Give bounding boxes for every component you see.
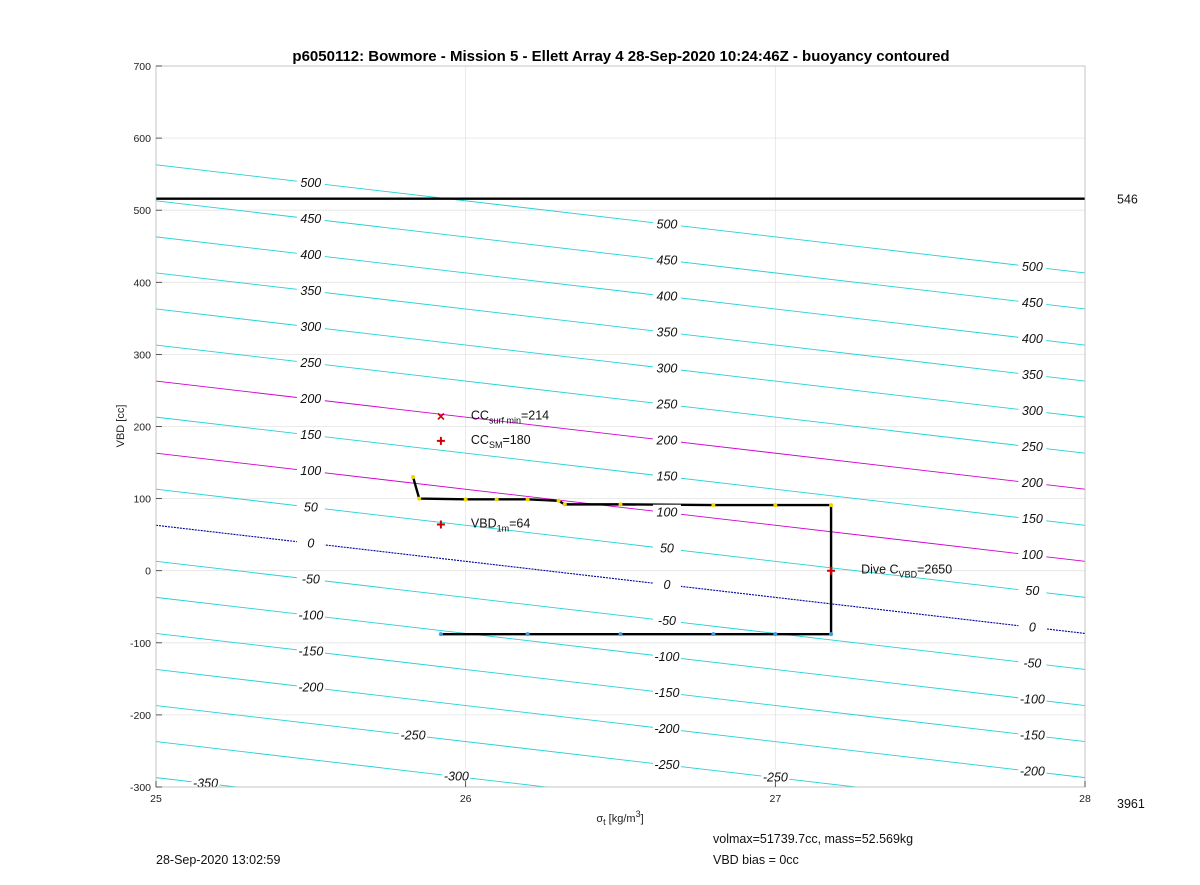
- contour-label: -300: [443, 769, 469, 784]
- contour-line: [156, 417, 1085, 525]
- y-tick-label: 600: [133, 133, 151, 146]
- point-annotation-value: =180: [502, 432, 531, 447]
- point-annotation: [471, 433, 531, 450]
- contour-label: -100: [1019, 692, 1045, 707]
- marker-plus: [437, 437, 445, 445]
- contour-line: [156, 597, 1085, 705]
- y-tick-label: -100: [129, 637, 151, 650]
- marker-group: [437, 408, 952, 579]
- contour-line: [156, 453, 1085, 561]
- point-annotation-main: CC: [470, 408, 489, 423]
- contour-label: -50: [301, 572, 320, 587]
- point-annotation: [471, 517, 530, 534]
- y-tick-label: 300: [133, 349, 151, 362]
- contour-labels: [192, 175, 1047, 791]
- contour-label: -100: [654, 649, 680, 664]
- contour-label: 400: [300, 247, 322, 262]
- contour-line: [156, 561, 1085, 669]
- contour-label: 350: [1021, 367, 1043, 382]
- contour-label: 400: [1021, 331, 1043, 346]
- x-tick-label: 28: [1079, 793, 1091, 805]
- contour-label: 150: [1021, 512, 1043, 527]
- contour-label: 150: [656, 469, 678, 484]
- point-annotation-sub: SM: [488, 439, 503, 450]
- contour-label: 50: [303, 500, 318, 515]
- y-tick-label: 700: [133, 61, 151, 73]
- corner-label: 3961: [1117, 797, 1145, 811]
- contour-line: [156, 273, 1085, 381]
- x-tick-label: 27: [769, 793, 782, 805]
- contour-label: 50: [659, 541, 674, 556]
- contour-line: [156, 778, 1085, 885]
- x-axis-label-main: σ: [596, 813, 604, 825]
- contour-line: [156, 669, 1085, 777]
- contour-line: [156, 381, 1085, 489]
- contour-label: -200: [654, 721, 680, 736]
- dive-trace-group: [411, 475, 833, 636]
- contour-label: 0: [307, 536, 315, 551]
- y-tick-label: 200: [133, 421, 151, 434]
- dive-trace-point: [526, 632, 530, 636]
- point-annotation-value: =2650: [917, 562, 953, 577]
- contour-label: 100: [656, 505, 678, 520]
- contour-line: [156, 742, 1085, 850]
- vbd-limit-label: 546: [1117, 192, 1138, 207]
- dive-trace-point: [711, 503, 715, 507]
- point-annotation-main: VBD: [470, 516, 497, 531]
- contour-label: 250: [656, 397, 678, 412]
- y-tick-label: 500: [133, 205, 151, 218]
- dive-trace-point: [619, 632, 623, 636]
- contour-label: 450: [300, 211, 322, 226]
- dive-trace-point: [563, 502, 567, 506]
- x-tick-label: 26: [459, 793, 472, 805]
- footer-volmax: volmax=51739.7cc, mass=52.569kg: [713, 832, 914, 846]
- contour-label: -200: [298, 680, 324, 695]
- contour-label: -50: [657, 613, 676, 628]
- contour-label: 200: [300, 392, 322, 407]
- y-axis-label: VBD [cc]: [115, 404, 127, 448]
- y-tick-label: 0: [145, 565, 151, 578]
- contour-label: 300: [300, 320, 322, 335]
- contour-label: -250: [654, 758, 680, 773]
- contour-lines: [156, 165, 1085, 885]
- dive-trace-point: [773, 503, 777, 507]
- contour-line: [156, 706, 1085, 814]
- contour-line: [156, 165, 1085, 273]
- point-annotation-value: =214: [520, 408, 550, 423]
- y-tick-label: 400: [133, 277, 151, 290]
- dive-trace-line: [413, 477, 831, 634]
- x-axis-label-close: ]: [640, 813, 644, 825]
- dive-trace-point: [439, 632, 443, 636]
- point-annotation: [861, 563, 952, 580]
- chart-title: p6050112: Bowmore - Mission 5 - Ellett Array 4 28-Sep-2020 10:24:46Z - buoyancy contoured: [292, 48, 950, 65]
- contour-label: 100: [1021, 548, 1043, 563]
- point-annotation: [471, 408, 549, 425]
- contour-label: 300: [656, 361, 678, 376]
- contour-line: [156, 345, 1085, 453]
- y-tick-label: -200: [129, 709, 151, 722]
- contour-label: -150: [1019, 728, 1045, 743]
- dive-trace-point: [526, 497, 530, 501]
- grid: [156, 66, 1085, 787]
- dive-trace-point: [495, 497, 499, 501]
- footer-vbd-bias: VBD bias = 0cc: [713, 853, 799, 867]
- vbd-limit-group: [156, 193, 1138, 207]
- contour-label: -250: [400, 728, 426, 743]
- contour-line: [156, 237, 1085, 345]
- contour-label: 450: [656, 253, 678, 268]
- contour-label: 100: [300, 464, 322, 479]
- contour-label: 200: [656, 433, 678, 448]
- footer-timestamp: 28-Sep-2020 13:02:59: [156, 853, 281, 867]
- x-tick-label: 25: [150, 793, 162, 805]
- dive-trace-point: [557, 499, 561, 503]
- point-annotation-main: Dive C: [861, 562, 899, 577]
- dive-trace-point: [464, 497, 468, 501]
- contour-label: -250: [762, 770, 788, 785]
- contour-label: 350: [656, 325, 678, 340]
- contour-label: -100: [298, 608, 324, 623]
- contour-label: 250: [300, 356, 322, 371]
- contour-label: -200: [1019, 764, 1045, 779]
- contour-label: 500: [300, 175, 322, 190]
- contour-label: 450: [1021, 295, 1043, 310]
- contour-label: -150: [654, 685, 680, 700]
- contour-label: 300: [1021, 403, 1043, 418]
- contour-label: -150: [298, 644, 324, 659]
- dive-trace-point: [417, 497, 421, 501]
- dive-trace-point: [411, 475, 415, 479]
- point-annotation-value: =64: [509, 516, 531, 531]
- x-axis-label-sup: 3: [635, 809, 641, 819]
- contour-label: 350: [300, 283, 322, 298]
- contour-line: [156, 525, 1085, 633]
- y-tick-label: -300: [129, 782, 151, 794]
- contour-label: 0: [1028, 620, 1036, 635]
- contour-label: -350: [193, 776, 219, 791]
- contour-label: -50: [1023, 656, 1042, 671]
- dive-trace-point: [619, 502, 623, 506]
- x-axis-label-sub: t: [603, 817, 606, 827]
- point-annotation-main: CC: [470, 432, 489, 447]
- contour-line: [156, 309, 1085, 417]
- contour-line: [156, 633, 1085, 741]
- dive-trace-point: [711, 632, 715, 636]
- point-annotation-sub: 1m: [496, 523, 510, 534]
- point-annotation-sub: VBD: [898, 569, 918, 580]
- dive-trace-point: [829, 632, 833, 636]
- contour-line: [156, 201, 1085, 309]
- contour-label: 50: [1025, 584, 1040, 599]
- x-axis-label: [596, 809, 643, 827]
- x-axis-label-unit: [kg/m: [608, 813, 636, 825]
- contour-label: 0: [663, 577, 671, 592]
- contour-label: 400: [656, 289, 678, 304]
- contour-label: 150: [300, 428, 322, 443]
- y-tick-label: 100: [133, 493, 151, 506]
- dive-trace-point: [829, 503, 833, 507]
- contour-label: 250: [1021, 440, 1043, 455]
- axes: [130, 61, 1091, 805]
- dive-trace-point: [773, 632, 777, 636]
- contour-label: 500: [1021, 259, 1043, 274]
- contour-label: 200: [1021, 476, 1043, 491]
- contour-label: 500: [656, 217, 678, 232]
- point-annotation-sub: surf min: [488, 415, 521, 426]
